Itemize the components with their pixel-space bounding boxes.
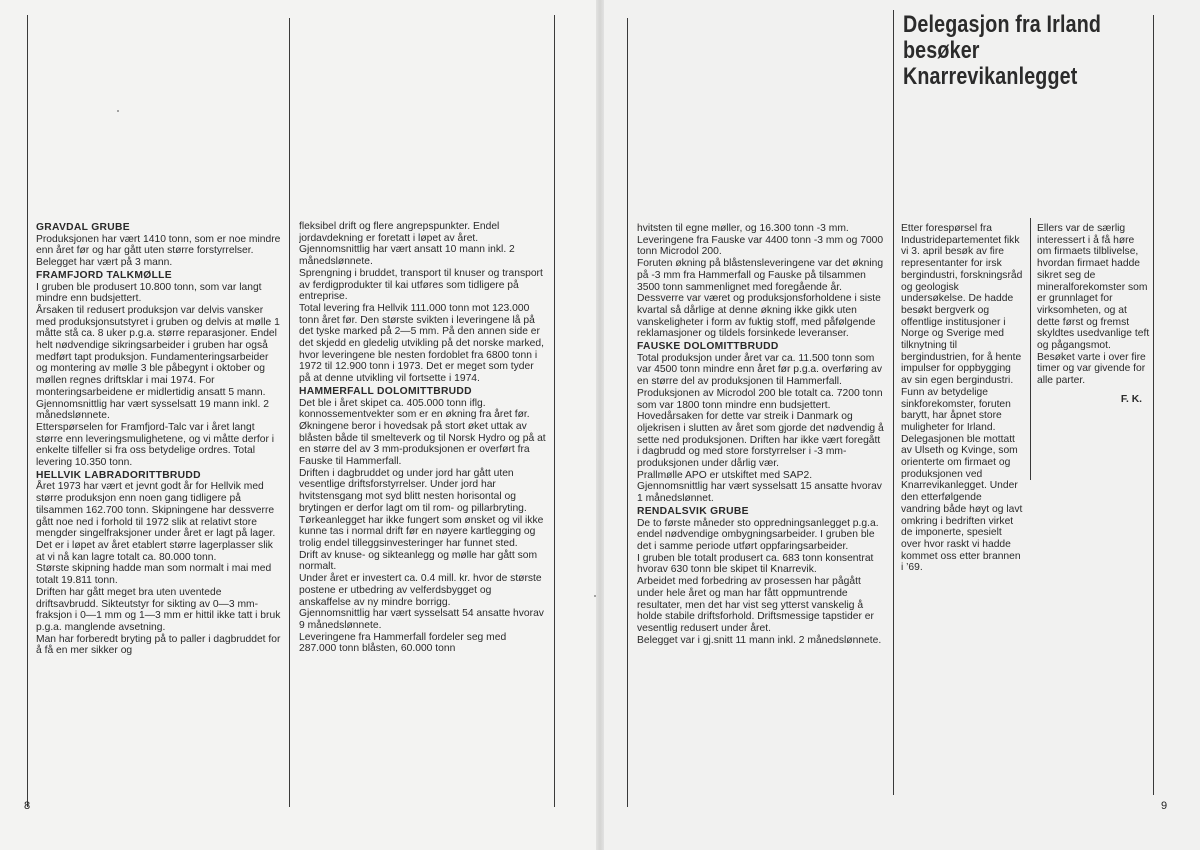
- article-title: [903, 12, 1100, 90]
- body-paragraph: I gruben ble produsert 10.800 tonn, som var langt mindre enn budsjettert.: [36, 281, 262, 305]
- body-paragraph: fleksibel drift og flere angrepspunkter. Endel jordavdekning er foretatt i løpet av året.: [299, 221, 500, 244]
- body-paragraph: I gruben ble totalt produsert ca. 683 tonn konsentrat hvorav 630 tonn ble skipet til Knarrevik.: [637, 552, 874, 576]
- author-signature: F. K.: [1120, 393, 1142, 405]
- section-heading: HELLVIK LABRADORITTBRUDD: [36, 469, 201, 481]
- body-paragraph: Gjennomsnittlig har vært sysselsatt 54 ansatte hvorav 9 månedslønnete.: [299, 608, 544, 631]
- body-paragraph: Arbeidet med forbedring av prosessen har pågått under hele året og man har fått oppmuntrende resultater, men det har vist seg ytterst vanskelig å holde stabile driftsforhold. Driftsmessige tapstider er vesentlig redusert under året.: [637, 576, 874, 634]
- body-paragraph: Leveringene fra Hammerfall fordeler seg med 287.000 tonn blåsten, 60.000 tonn: [299, 631, 507, 655]
- body-paragraph: hvitsten til egne møller, og 16.300 tonn -3 mm. Leveringene fra Fauske var 4400 tonn -3 mm og 7000 tonn Microdol 200.: [637, 223, 884, 258]
- column-rule: [289, 18, 290, 807]
- text-column-4: [901, 223, 1023, 793]
- body-paragraph: Sprengning i bruddet, transport til knuser og transport av ferdigprodukter til kai utføres som tidligere på entreprise.: [299, 267, 543, 303]
- title-line: Knarrevikanlegget: [903, 63, 1078, 90]
- body-paragraph: Produksjonen har vært 1410 tonn, som er noe mindre enn året før og har gått uten større forstyrrelser. Belegget har vært på 3 mann.: [36, 233, 281, 269]
- section-heading: FAUSKE DOLOMITTBRUDD: [637, 341, 779, 353]
- body-paragraph: Årsaken til redusert produksjon var delvis vansker med produksjonsutstyret i gruben og delvis at mølle 1 måtte stå ca. 8 uker p.g.a. større reparasjoner. Endel helt nødvendige sikringsarbeider i gruben har også medført tapt produksjon. Fundamenteringsarbeider og montering av mølle 3 ble påbegynt i oktober og møllen regnes driftsklar i mai 1974. For monteringsarbeidene er midlertidig ansatt 5 mann.: [36, 304, 280, 398]
- body-paragraph: Etterspørselen for Framfjord-Talc var i året langt større enn leveringsmulighetene, og vi måtte derfor i enkelte tilfeller si fra oss betydelige ordres. Total levering 10.350 tonn.: [36, 421, 275, 469]
- body-paragraph: Produksjonen av Microdol 200 ble totalt ca. 7200 tonn som var 1800 tonn mindre enn budsjettert. Hovedårsaken for dette var streik i Danmark og oljekrisen i slutten av året som gjorde det nødvendig å sette ned produksjonen. Driften har ikke vært foregått i dagbrudd og med store forstyrrelser i -3 mm-produksjonen under dårlig vær.: [637, 387, 884, 470]
- text-column-2: [299, 221, 546, 806]
- body-paragraph: Tørkeanlegget har ikke fungert som ønsket og vil ikke kunne tas i normal drift før en nøyere kartlegging og trolig endel tilleggsinvesteringer har funnet sted.: [299, 514, 544, 549]
- body-paragraph: Gjennomsnittlig har vært ansatt 10 mann inkl. 2 månedslønnete.: [299, 244, 515, 268]
- body-paragraph: Total levering fra Hellvik 111.000 tonn mot 123.000 tonn året før. Den største svikten i leveringene lå på det tyske marked på 2—5 mm. På den annen side er det skjedd en gledelig utvikling på det norske marked, hvor leveringene ble nesten fordoblet fra 6800 tonn i 1972 til 12.900 tonn i 1973. Det er meget som tyder på at denne utvikling vil fortsette i 1974.: [299, 302, 544, 385]
- section-heading: FRAMFJORD TALKMØLLE: [36, 269, 172, 281]
- body-paragraph: Etter forespørsel fra Industridepartementet fikk vi 3. april besøk av fire representanter for irsk bergindustri, forskningsråd og geologisk undersøkelse. De hadde besøkt bergverk og offentlige institusjoner i Norge og Sverige med tilknytning til bergindustrien, for å hente impulser for oppbygging av sin egen bergindustri. Funn av betydelige sinkforekomster, foruten barytt, har åpnet store muligheter for Irland. Delegasjonen ble mottatt av Ulseth og Kvinge, som orienterte om firmaet og produksjonen ved Knarrevikanlegget. Under den etterfølgende vandring både høyt og lavt omkring i bedriften virket de imponerte, spesielt over hvor raskt vi hadde kommet oss etter brannen i ’69.: [901, 223, 1023, 574]
- column-rule: [627, 18, 628, 807]
- body-paragraph: Drift av knuse- og sikteanlegg og mølle har gått som normalt.: [299, 549, 538, 573]
- section-heading: HAMMERFALL DOLOMITTBRUDD: [299, 385, 472, 397]
- body-paragraph: Driften i dagbruddet og under jord har gått uten vesentlige driftsforstyrrelser. Under jord har hvitstensgang mot syd blitt nesten horisontal og brytingen er derfor lagt om til rom- og pillarbryting.: [299, 467, 527, 514]
- body-paragraph: Total produksjon under året var ca. 11.500 tonn som var 4500 tonn mindre enn året før p.g.a. overføring av en større del av produksjonen til Hammerfall.: [637, 352, 882, 388]
- body-paragraph: De to første måneder sto oppredningsanlegget p.g.a. endel nødvendige ombygningsarbeider. I gruben ble det i samme periode utført oppfaringsarbeider.: [637, 517, 879, 552]
- body-paragraph: Besøket varte i over fire timer og var givende for alle parter.: [1037, 351, 1146, 387]
- column-rule: [27, 15, 28, 807]
- body-paragraph: Prallmølle APO er utskiftet med SAP2.: [637, 469, 813, 481]
- body-paragraph: Største skipning hadde man som normalt i mai med totalt 19.811 tonn.: [36, 563, 272, 587]
- column-rule: [893, 10, 894, 795]
- column-rule: [554, 15, 555, 807]
- text-column-3: [637, 223, 885, 798]
- body-paragraph: Gjennomsnittlig har vært sysselsatt 19 mann inkl. 2 månedslønnete.: [36, 398, 269, 422]
- body-paragraph: Driften har gått meget bra uten uventede driftsavbrudd. Sikteutstyr for sikting av 0—3 mm-fraksjon i 0—1 mm og 1—3 mm er hittil ikke tatt i bruk p.g.a. manglende avsetning.: [36, 586, 281, 633]
- page-number-right: 9: [1161, 800, 1168, 812]
- section-heading: RENDALSVIK GRUBE: [637, 505, 749, 517]
- title-line: besøker: [903, 37, 980, 64]
- section-heading: GRAVDAL GRUBE: [36, 222, 130, 233]
- body-paragraph: Under året er investert ca. 0.4 mill. kr. hvor de største postene er utbedring av velferdsbygget og anskaffelse av ny mindre borrigg.: [299, 573, 542, 608]
- body-paragraph: Foruten økning på blåstensleveringene var det økning på -3 mm fra Hammerfall og Fauske på tilsammen 3500 tonn sammenlignet med foregående år. Dessverre var været og produksjonsforholdene i siste kvartal så dårlige at denne økning ikke gikk uten vanskeligheter i form av fuktig stoff, med påfølgende reklamasjoner og tildels forsinkede leveranser.: [637, 258, 884, 340]
- text-column-1: [36, 221, 282, 806]
- column-rule: [1030, 218, 1031, 480]
- body-paragraph: Gjennomsnittlig har vært sysselsatt 15 ansatte hvorav 1 månedslønnet.: [637, 481, 882, 505]
- body-paragraph: Det ble i året skipet ca. 405.000 tonn iflg. konnossementvekter som er en økning fra året før. Økningene beror i hovedsak på stort øket uttak av blåsten både til smelteverk og til Norsk Hydro og på at en større del av 3 mm-produksjonen er overført fra Fauske til Hammerfall.: [299, 397, 546, 468]
- body-paragraph: Ellers var de særlig interessert i å få høre om firmaets tilblivelse, hvordan firmaet hadde sikret seg de mineralforekomster som er grunnlaget for virksomheten, og at dette først og fremst skyldtes usedvanlige teft og pågangsmot.: [1037, 223, 1150, 352]
- body-paragraph: Belegget var i gj.snitt 11 mann inkl. 2 månedslønnete.: [637, 634, 882, 646]
- title-line: Delegasjon fra Irland: [903, 11, 1102, 38]
- body-paragraph: Året 1973 har vært et jevnt godt år for Hellvik med større produksjon enn noen gang tidligere på tilsammen 162.700 tonn. Skipningene har dessverre gått noe ned i forhold til 1972 slik at relativt store mengder singelfraksjoner under året er lagt på lager. Det er i løpet av året etablert større lagerplasser slik at vi nå kan lagre totalt ca. 80.000 tonn.: [36, 481, 276, 563]
- page-number-left: 8: [24, 800, 31, 812]
- page-gutter: [596, 0, 604, 850]
- print-speck: [594, 595, 596, 597]
- print-speck: [117, 110, 119, 112]
- body-paragraph: Man har forberedt bryting på to paller i dagbruddet for å få en mer sikker og: [36, 633, 281, 657]
- text-column-5: [1037, 223, 1150, 483]
- column-rule: [1153, 15, 1154, 795]
